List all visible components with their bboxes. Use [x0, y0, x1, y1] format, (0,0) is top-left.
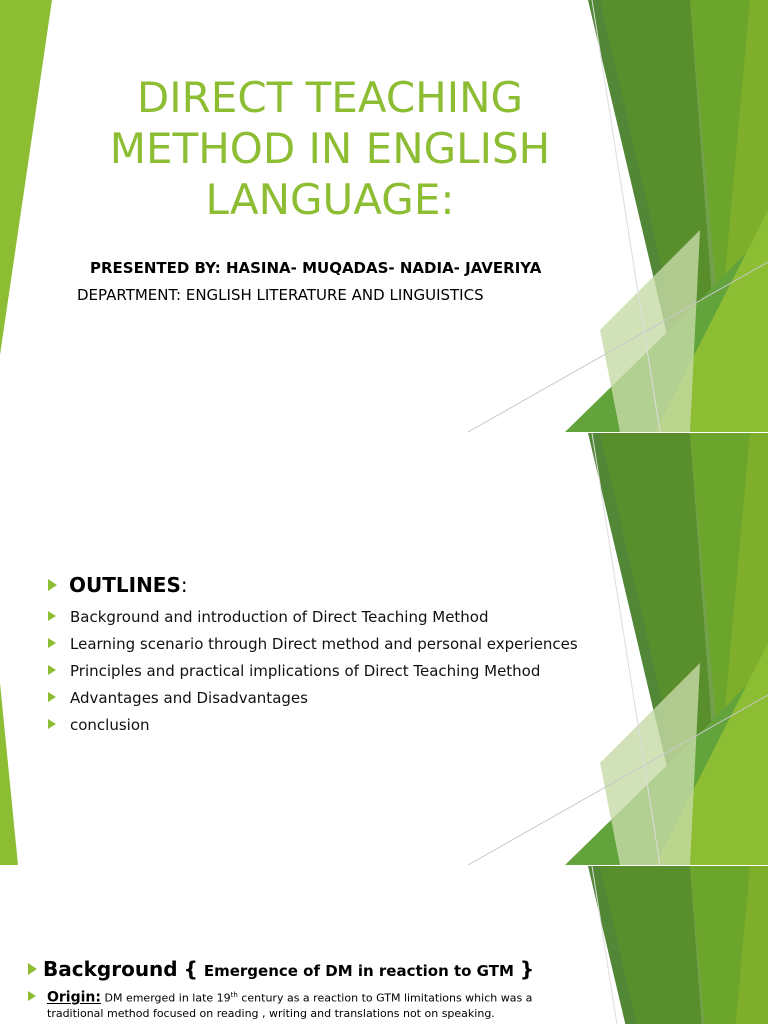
- origin-text: [28, 988, 568, 1021]
- brace-close: }: [519, 957, 535, 981]
- background-slide: [0, 866, 768, 1024]
- background-subheading: Emergence of DM in reaction to GTM: [203, 962, 514, 980]
- outline-slide: [0, 433, 768, 865]
- bullet-arrow-icon: [48, 579, 57, 591]
- title-line-2: METHOD IN ENGLISH: [109, 124, 551, 173]
- bullet-arrow-icon: [48, 611, 56, 621]
- list-item-text: Learning scenario through Direct method and personal experiences: [70, 635, 578, 653]
- background-title: Background: [43, 957, 178, 981]
- outlines-heading-text: OUTLINES: [69, 573, 181, 597]
- title-line-3: LANGUAGE:: [205, 175, 455, 224]
- list-item: [48, 608, 593, 627]
- outlines-list: [48, 608, 593, 743]
- bullet-arrow-icon: [28, 991, 36, 1001]
- origin-label: Origin:: [47, 989, 101, 1006]
- list-item-text: Background and introduction of Direct Teaching Method: [70, 608, 489, 626]
- department-line: DEPARTMENT: ENGLISH LITERATURE AND LINGUISTICS: [77, 286, 484, 304]
- background-heading: [28, 957, 540, 981]
- title-slide: [0, 0, 768, 432]
- outlines-heading: [48, 573, 188, 597]
- list-item-text: Principles and practical implications of Direct Teaching Method: [70, 662, 541, 680]
- list-item-text: conclusion: [70, 716, 150, 734]
- origin-paragraph: [28, 988, 568, 1021]
- list-item: [48, 662, 593, 681]
- list-item: [48, 689, 593, 708]
- list-item: [48, 635, 593, 654]
- title-line-1: DIRECT TEACHING: [136, 73, 524, 122]
- bullet-arrow-icon: [48, 692, 56, 702]
- brace-open: {: [183, 957, 198, 981]
- bullet-arrow-icon: [28, 963, 37, 975]
- list-item: [48, 716, 593, 735]
- list-item-text: Advantages and Disadvantages: [70, 689, 308, 707]
- presenters-line: PRESENTED BY: HASINA- MUQADAS- NADIA- JAVERIYA: [90, 259, 542, 277]
- bullet-arrow-icon: [48, 719, 56, 729]
- origin-superscript: th: [230, 991, 238, 999]
- outlines-heading-colon: :: [180, 573, 188, 597]
- bullet-arrow-icon: [48, 665, 56, 675]
- origin-text-b: century as a reaction to GTM limitations which was a traditional method focused on reading , writing and translations not on speaking.: [47, 991, 533, 1020]
- bullet-arrow-icon: [48, 638, 56, 648]
- slide-title: [70, 72, 590, 225]
- origin-text-a: DM emerged in late 19: [101, 991, 231, 1005]
